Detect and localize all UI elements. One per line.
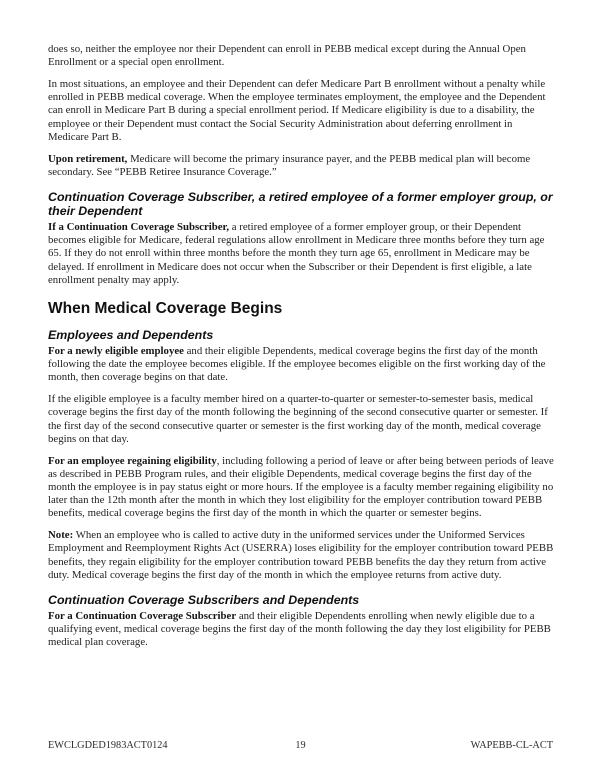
paragraph-text: and their eligible Dependents, medical coverage begins the first day of the month following the date the employee becomes eligible. If the employee becomes eligible on the first working day of the month, then coverage begins on that date. <box>48 345 546 384</box>
paragraph-text: a retired employee of a former employer group, or their Dependent becomes eligible for Medicare, federal regulations allow enrollment in Medicare three months before they turn age 65. If they do not enroll within three months before the month they turn age 65, enrollment in Medicare may be delayed. If enrollment in Medicare does not occur when the Subscriber or their Dependent is first eligible, a late enrollment penalty may apply. <box>48 221 545 286</box>
paragraph-faculty-member-hired <box>48 393 554 446</box>
paragraph-text: and their eligible Dependents enrolling when newly eligible due to a qualifying event, medical coverage begins the first day of the month following the day they lost eligibility for PEBB medical plan coverage. <box>48 610 551 649</box>
paragraph-lead: For an employee regaining eligibility <box>48 454 217 467</box>
footer-page-number: 19 <box>295 740 306 751</box>
paragraph-text: In most situations, an employee and their Dependent can defer Medicare Part B enrollment without a penalty while enrolled in PEBB medical coverage. When the employee terminates employment, the employee and the Dependent can enroll in Medicare Part B during a special enrollment period. If Medicare eligibility is due to a disability, the employee or their Dependent must contact the Social Security Administration about deferring enrollment in Medicare Part B. <box>48 78 546 143</box>
paragraph-continuation-subscriber-enrollment <box>48 610 554 650</box>
paragraph-lead: For a Continuation Coverage Subscriber <box>48 610 237 623</box>
paragraph-text: When an employee who is called to active duty in the uniformed services under the Uniformed Services Employment and Reemployment Rights Act (USERRA) loses eligibility for the employer contribution toward PEBB benefits, they regain eligibility for the employer contribution toward PEBB benefits the day they return from active duty. Medical coverage begins the first day of the month in which the employee returns from active duty. <box>48 529 554 581</box>
paragraph-text: does so, neither the employee nor their Dependent can enroll in PEBB medical except during the Annual Open Enrollment or a special open enrollment. <box>48 43 526 69</box>
heading-employees-and-dependents: Employees and Dependents <box>48 328 214 343</box>
footer-plan-code: WAPEBB-CL-ACT <box>470 740 553 751</box>
heading-continuation-coverage-subscriber: Continuation Coverage Subscriber, a retired employee of a former employer group, or their Dependent <box>48 190 553 219</box>
paragraph-note-userra <box>48 529 554 582</box>
paragraph-upon-retirement <box>48 153 554 179</box>
paragraph-pebb-enrollment-exception <box>48 43 554 69</box>
page-footer <box>48 740 553 753</box>
footer-document-code: EWCLGDED1983ACT0124 <box>48 740 168 751</box>
heading-when-medical-coverage-begins: When Medical Coverage Begins <box>48 300 283 318</box>
paragraph-continuation-subscriber-medicare <box>48 221 554 287</box>
paragraph-lead: Upon retirement, <box>48 152 128 165</box>
paragraph-employee-regaining-eligibility <box>48 455 554 521</box>
heading-continuation-coverage-subscribers-dependents: Continuation Coverage Subscribers and Dependents <box>48 593 360 608</box>
paragraph-lead: If a Continuation Coverage Subscriber, <box>48 221 230 234</box>
document-body <box>48 43 554 658</box>
paragraph-text: If the eligible employee is a faculty member hired on a quarter-to-quarter or semester-to-semester basis, medical coverage begins the first day of the month following the beginning of the second consecutive quarter or semester. If the first day of the second consecutive quarter or semester is the first working day of the month, medical coverage begins on that day. <box>48 393 548 445</box>
paragraph-lead: Note: <box>48 529 74 542</box>
paragraph-text: Medicare will become the primary insurance payer, and the PEBB medical plan will become secondary. See “PEBB Retiree Insurance Coverage.” <box>48 152 531 178</box>
paragraph-newly-eligible-employee <box>48 345 554 385</box>
paragraph-lead: For a newly eligible employee <box>48 345 184 358</box>
paragraph-medicare-part-b-deferral <box>48 78 554 144</box>
paragraph-text: , including following a period of leave or after being between periods of leave as described in PEBB Program rules, and their eligible Dependents, medical coverage begins the first day of the month the employee is in pay status eight or more hours. If the employee is a faculty member regaining eligibility no later than the 12th month after the month in which they lost eligibility for the employer contribution toward PEBB benefits, medical coverage begins the first day of the month in which the quarter or semester begins. <box>48 454 554 520</box>
